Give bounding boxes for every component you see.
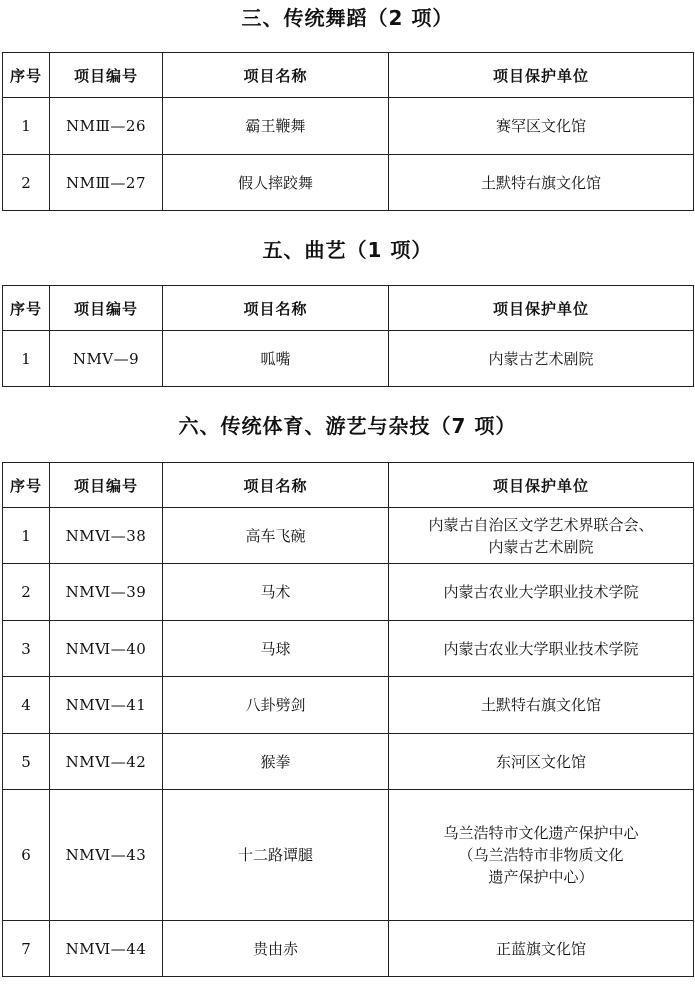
cell-code: NMⅥ—43 xyxy=(50,790,163,921)
table-sports-games-acrobatics xyxy=(2,462,694,977)
cell-unit: 内蒙古农业大学职业技术学院 xyxy=(389,621,694,677)
cell-index: 5 xyxy=(3,734,50,790)
cell-code: NMⅥ—42 xyxy=(50,734,163,790)
cell-unit: 内蒙古自治区文学艺术界联合会、 内蒙古艺术剧院 xyxy=(389,508,694,564)
cell-name: 霸王鞭舞 xyxy=(163,98,389,155)
cell-name: 马术 xyxy=(163,564,389,621)
table-row xyxy=(3,790,694,921)
table-row xyxy=(3,331,694,387)
table-row xyxy=(3,564,694,621)
cell-unit: 土默特右旗文化馆 xyxy=(389,677,694,734)
cell-index: 1 xyxy=(3,508,50,564)
header-code: 项目编号 xyxy=(50,53,163,98)
cell-index: 2 xyxy=(3,155,50,211)
cell-unit: 土默特右旗文化馆 xyxy=(389,155,694,211)
cell-name: 十二路谭腿 xyxy=(163,790,389,921)
table-header-row xyxy=(3,286,694,331)
cell-index: 3 xyxy=(3,621,50,677)
cell-code: NMⅢ—27 xyxy=(50,155,163,211)
header-name: 项目名称 xyxy=(163,463,389,508)
table-header-row xyxy=(3,463,694,508)
table-quyi xyxy=(2,285,694,387)
header-name: 项目名称 xyxy=(163,286,389,331)
header-code: 项目编号 xyxy=(50,286,163,331)
cell-code: NMⅤ—9 xyxy=(50,331,163,387)
table-row xyxy=(3,155,694,211)
section-title-dance: 三、传统舞蹈（2 项） xyxy=(241,6,454,30)
cell-index: 7 xyxy=(3,921,50,977)
table-row xyxy=(3,921,694,977)
header-index: 序号 xyxy=(3,286,50,331)
header-code: 项目编号 xyxy=(50,463,163,508)
cell-name: 八卦劈剑 xyxy=(163,677,389,734)
cell-name: 假人摔跤舞 xyxy=(163,155,389,211)
header-index: 序号 xyxy=(3,53,50,98)
cell-unit: 乌兰浩特市文化遗产保护中心 （乌兰浩特市非物质文化 遗产保护中心） xyxy=(389,790,694,921)
header-name: 项目名称 xyxy=(163,53,389,98)
cell-code: NMⅥ—44 xyxy=(50,921,163,977)
cell-name: 马球 xyxy=(163,621,389,677)
section-title-quyi: 五、曲艺（1 项） xyxy=(262,238,433,262)
cell-name: 高车飞碗 xyxy=(163,508,389,564)
cell-code: NMⅢ—26 xyxy=(50,98,163,155)
cell-code: NMⅥ—41 xyxy=(50,677,163,734)
cell-unit: 赛罕区文化馆 xyxy=(389,98,694,155)
cell-name: 呱嘴 xyxy=(163,331,389,387)
cell-name: 贵由赤 xyxy=(163,921,389,977)
cell-index: 1 xyxy=(3,98,50,155)
cell-index: 1 xyxy=(3,331,50,387)
cell-index: 4 xyxy=(3,677,50,734)
cell-unit: 内蒙古艺术剧院 xyxy=(389,331,694,387)
table-row xyxy=(3,508,694,564)
cell-index: 2 xyxy=(3,564,50,621)
header-unit: 项目保护单位 xyxy=(389,463,694,508)
table-row xyxy=(3,621,694,677)
cell-index: 6 xyxy=(3,790,50,921)
table-row xyxy=(3,734,694,790)
cell-unit: 正蓝旗文化馆 xyxy=(389,921,694,977)
cell-unit: 内蒙古农业大学职业技术学院 xyxy=(389,564,694,621)
header-unit: 项目保护单位 xyxy=(389,53,694,98)
table-header-row xyxy=(3,53,694,98)
cell-code: NMⅥ—38 xyxy=(50,508,163,564)
cell-code: NMⅥ—40 xyxy=(50,621,163,677)
cell-name: 猴拳 xyxy=(163,734,389,790)
section-title-sports: 六、传统体育、游艺与杂技（7 项） xyxy=(178,414,517,438)
header-unit: 项目保护单位 xyxy=(389,286,694,331)
header-index: 序号 xyxy=(3,463,50,508)
cell-code: NMⅥ—39 xyxy=(50,564,163,621)
table-row xyxy=(3,98,694,155)
cell-unit: 东河区文化馆 xyxy=(389,734,694,790)
table-traditional-dance xyxy=(2,52,694,211)
table-row xyxy=(3,677,694,734)
